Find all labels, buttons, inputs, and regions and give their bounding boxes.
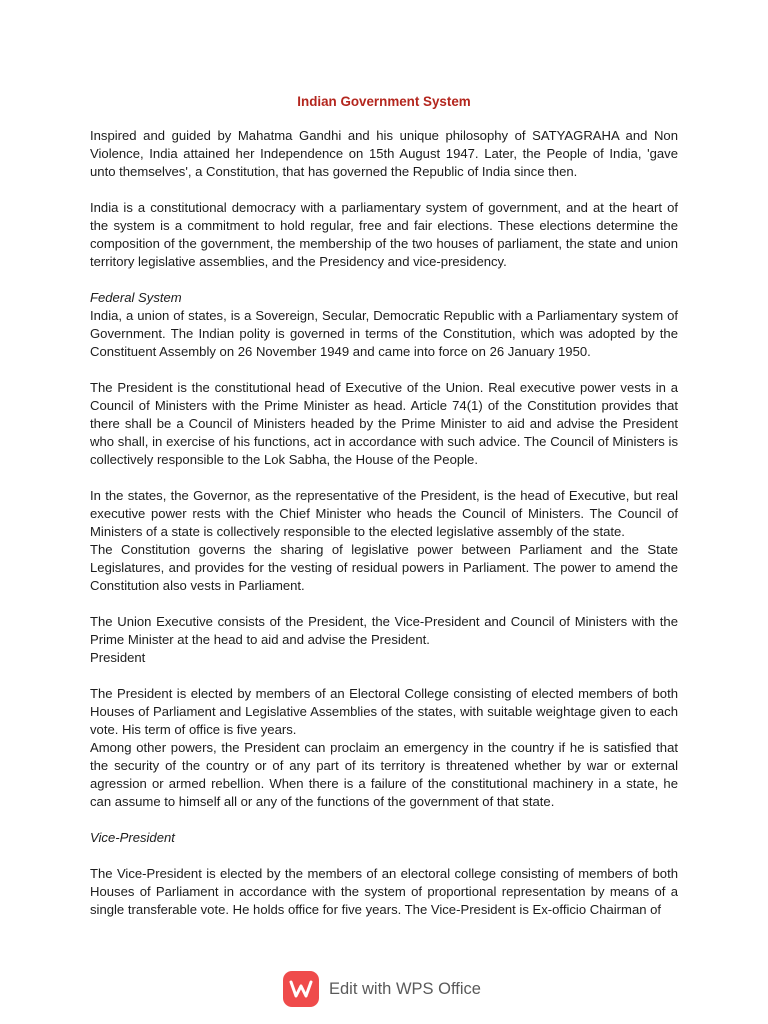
wps-w-mark-icon (289, 979, 313, 999)
document-body (90, 127, 678, 919)
paragraph-president-powers: Among other powers, the President can proclaim an emergency in the country if he is satisfied that the security of the country or of any part of its territory is threatened whether by war or external agression or armed rebellion. When there is a failure of the constitutional machinery in a state, he can assume to himself all or any of the functions of the government of that state. (90, 740, 678, 809)
paragraph-governor: In the states, the Governor, as the representative of the President, is the head of Executive, but real executive power rests with the Chief Minister who heads the Council of Ministers. The Council of Ministers of a state is collectively responsible to the elected legislative assembly of the state. (90, 488, 678, 539)
wps-edit-label[interactable]: Edit with WPS Office (329, 979, 481, 998)
paragraph-president-head: The President is the constitutional head of Executive of the Union. Real executive power vests in a Council of Ministers with the Prime Minister as head. Article 74(1) of the Constitution provides that there shall be a Council of Ministers headed by the Prime Minister to aid and advise the President who shall, in exercise of his functions, act in accordance with such advice. The Council of Ministers is collectively responsible to the Lok Sabha, the House of the People. (90, 380, 678, 467)
heading-federal-system: Federal System (90, 290, 182, 305)
paragraph-president-election: The President is elected by members of an Electoral College consisting of elected members of both Houses of Parliament and Legislative Assemblies of the states, with suitable weightage given to each vote. His term of office is five years. (90, 686, 678, 737)
heading-president: President (90, 650, 146, 665)
paragraph-union-executive: The Union Executive consists of the President, the Vice-President and Council of Ministers with the Prime Minister at the head to aid and advise the President. (90, 614, 678, 647)
document-title: Indian Government System (297, 94, 471, 109)
paragraph-vice-president-election: The Vice-President is elected by the members of an electoral college consisting of members of both Houses of Parliament in accordance with the system of proportional representation by means of a single transferable vote. He holds office for five years. The Vice-President is Ex-officio Chairman of (90, 866, 678, 917)
heading-vice-president: Vice-President (90, 830, 175, 845)
paragraph-constitutional-democracy: India is a constitutional democracy with a parliamentary system of government, and at the heart of the system is a commitment to hold regular, free and fair elections. These elections determine the composition of the government, the membership of the two houses of parliament, the state and union territory legislative assemblies, and the Presidency and vice-presidency. (90, 200, 678, 269)
paragraph-legislative-power: The Constitution governs the sharing of legislative power between Parliament and the State Legislatures, and provides for the vesting of residual powers in Parliament. The power to amend the Constitution also vests in Parliament. (90, 542, 678, 593)
wps-office-logo-icon (283, 971, 319, 1007)
paragraph-union-of-states: India, a union of states, is a Sovereign, Secular, Democratic Republic with a Parliamentary system of Government. The Indian polity is governed in terms of the Constitution, which was adopted by the Constituent Assembly on 26 November 1949 and came into force on 26 January 1950. (90, 308, 678, 359)
paragraph-independence: Inspired and guided by Mahatma Gandhi and his unique philosophy of SATYAGRAHA and Non Violence, India attained her Independence on 15th August 1947. Later, the People of India, 'gave unto themselves', a Constitution, that has governed the Republic of India since then. (90, 128, 678, 179)
wps-edit-badge[interactable] (283, 970, 481, 1008)
